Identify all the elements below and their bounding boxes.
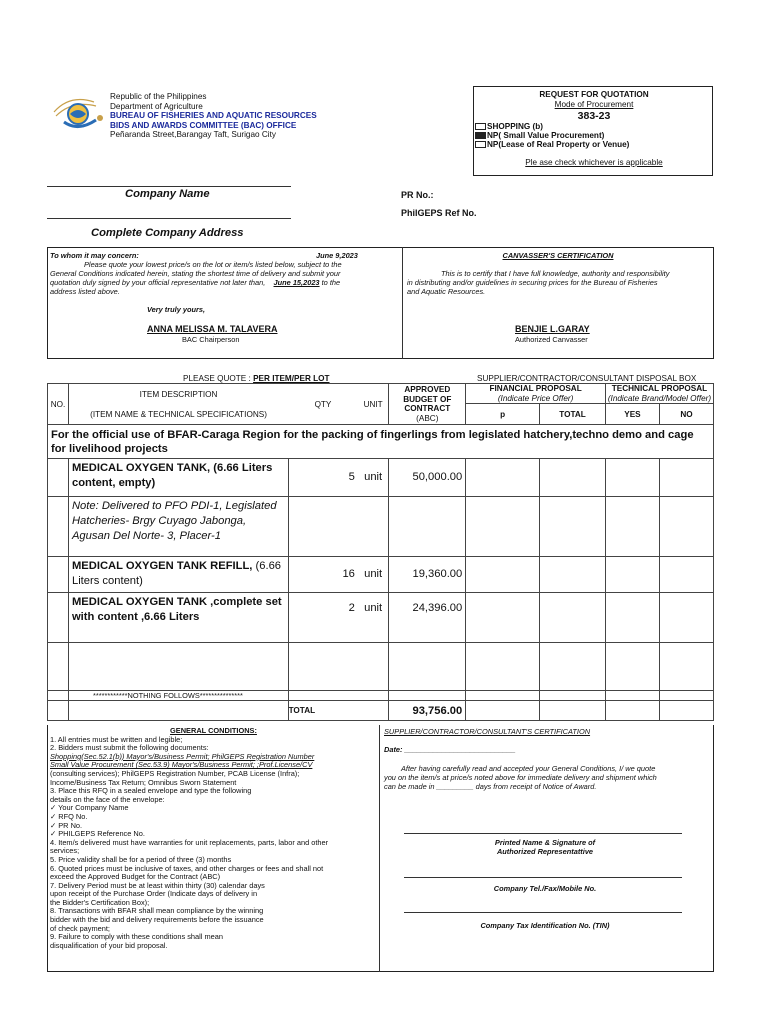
supplier-cert-body3: can be made in _________ days from receipt of Notice of Award. <box>384 782 597 791</box>
col-total: TOTAL <box>540 404 606 425</box>
signature-label-1: Printed Name & Signature of <box>494 838 596 847</box>
letter-body3: quotation duly signed by your official representative not later than, June 15,2023 to the <box>50 278 341 287</box>
item-1-description: MEDICAL OXYGEN TANK, (6.66 Liters content, empty) <box>68 459 288 497</box>
col-yes: YES <box>605 404 659 425</box>
item-2-abc: 19,360.00 <box>389 557 466 593</box>
agency-line2: Department of Agriculture <box>110 101 203 111</box>
col-unit: UNIT <box>358 384 389 425</box>
items-table <box>47 383 714 721</box>
rfq-number: 383-23 <box>577 110 611 122</box>
canvasser-body1: This is to certify that I have full knowledge, authority and responsibility <box>441 269 670 278</box>
rfq-title: REQUEST FOR QUOTATION <box>539 90 649 99</box>
item-2-qty: 16 <box>288 557 358 593</box>
item-1-qty: 5 <box>288 459 358 497</box>
table-row <box>48 643 714 691</box>
supplier-cert-date[interactable]: Date: ___________________________ <box>384 745 516 754</box>
letter-body1: Please quote your lowest price/s on the lot or item/s listed below, subject to the <box>84 260 342 269</box>
col-qty: QTY <box>288 384 358 425</box>
rfq-option-lease[interactable]: NP(Lease of Real Property or Venue) <box>475 140 629 149</box>
item-1-abc: 50,000.00 <box>389 459 466 497</box>
item-3-unit: unit <box>358 593 389 643</box>
general-conditions-title: GENERAL CONDITIONS: <box>170 726 257 735</box>
company-tin-label: Company Tax Identification No. (TIN) <box>480 921 610 930</box>
col-item-description: ITEM DESCRIPTION <box>139 389 218 399</box>
table-row <box>48 459 714 497</box>
letter-deadline: June 15,2023 <box>273 278 320 287</box>
item-2-unit: unit <box>358 557 389 593</box>
agency-address: Peñaranda Street,Barangay Taft, Surigao City <box>110 130 276 140</box>
bfar-logo <box>50 92 108 134</box>
company-name-label: Company Name <box>125 188 210 200</box>
table-row <box>48 691 714 701</box>
rfq-note: Ple ase check whichever is applicable <box>525 158 663 167</box>
agency-line1: Republic of the Philippines <box>110 92 207 101</box>
canvasser-body2: in distributing and/or guidelines in securing prices for the Bureau of Fisheries <box>407 278 658 287</box>
checked-checkbox-icon <box>475 132 486 139</box>
company-tel-label: Company Tel./Fax/Mobile No. <box>493 884 597 893</box>
canvasser-name: BENJIE L.GARAY <box>515 324 590 334</box>
bac-chair-title: BAC Chairperson <box>182 335 240 344</box>
col-price: p <box>466 404 540 425</box>
col-no-tech: NO <box>659 404 713 425</box>
signature-label-2: Authorized Representattive <box>496 847 594 856</box>
item-3-description: MEDICAL OXYGEN TANK ,complete set with content ,6.66 Liters <box>68 593 288 643</box>
checkbox-icon <box>475 141 486 148</box>
total-value: 93,756.00 <box>389 701 466 721</box>
supplier-cert-body1: After having carefully read and accepted your General Conditions, I/ we quote <box>401 764 656 773</box>
item-3-qty: 2 <box>288 593 358 643</box>
letter-body2: General Conditions indicated herein, stating the shortest time of delivery and submit your <box>50 269 341 278</box>
agency-bureau: BUREAU OF FISHERIES AND AQUATIC RESOURCES <box>110 111 317 121</box>
rfq-option-shopping[interactable]: SHOPPING (b) <box>475 122 543 131</box>
total-row <box>48 701 714 721</box>
bac-chair-name: ANNA MELISSA M. TALAVERA <box>147 324 278 334</box>
agency-bac: BIDS AND AWARDS COMMITTEE (BAC) OFFICE <box>110 120 297 130</box>
letter-salutation: To whom it may concern: <box>50 251 139 260</box>
nothing-follows: ************NOTHING FOLLOWS*************** <box>68 691 288 701</box>
purpose-row: For the official use of BFAR-Caraga Region for the packing of fingerlings from legislated hatchery,techno demo and cage for livelihood projects <box>48 425 714 459</box>
table-row <box>48 557 714 593</box>
total-label: TOTAL <box>288 701 389 721</box>
philgeps-ref-label: PhilGEPS Ref No. <box>401 208 477 218</box>
table-row <box>48 593 714 643</box>
col-financial: FINANCIAL PROPOSAL (Indicate Price Offer) <box>466 384 606 404</box>
letter-date: June 9,2023 <box>316 251 358 260</box>
delivery-note: Note: Delivered to PFO PDI-1, Legislated Hatcheries- Brgy Cuyago Jabonga, Agusan Del Norte- 3, Placer-1 <box>68 497 288 557</box>
pr-no-label: PR No.: <box>401 190 434 200</box>
canvasser-role: Authorized Canvasser <box>515 335 588 344</box>
rfq-box <box>473 86 713 176</box>
company-address-label: Complete Company Address <box>91 227 244 239</box>
letter-closing: Very truly yours, <box>147 305 206 314</box>
checkbox-icon <box>475 123 486 130</box>
item-1-unit: unit <box>358 459 389 497</box>
general-conditions: GENERAL CONDITIONS: 1. All entries must be written and legible; 2. Bidders must submit the following documents: Shopping(Sec.52.1(b)) Mayor's/Business Permit; PhilGEPS Registration Number Small Value Procurement (Sec.53.9) Mayor's/Business Permit; ;Prof.License/CV (consulting services); PhilGEPS Registration Number, PCAB License (Infra); Income/Business Tax Return; Omnibus Sworn Statement 3. Place this RFQ in a sealed envelope and type the following details on the face of the envelope: ✓ Your Company Name ✓ RFQ No. ✓ PR No. ✓ PHILGEPS Reference No. 4. Item/s delivered must have warranties for unit replacements, parts, labor and other services; 5. Price validity shall be for a period of three (3) months 6. Quoted prices must be inclusive of taxes, and other charges or fees and shall not exceed the Approved Budget for the Contract (ABC) 7. Delivery Period must be at least within thirty (30) calendar days upon receipt of the Purchase Order (Indicate days of delivery in the Bidder's Certification Box); 8. Transactions with BFAR shall mean compliance by the winning bidder with the bid and delivery requirements before the issuance of check payment; 9. Failure to comply with these conditions shall mean disqualification of your bid proposal. <box>50 727 377 950</box>
col-abc: APPROVED BUDGET OF CONTRACT (ABC) <box>389 384 466 425</box>
supplier-cert-body2: you on the item/s at price/s noted above for immediate delivery and shipment which <box>384 773 657 782</box>
rfq-mode-label: Mode of Procurement <box>554 100 634 109</box>
col-item-spec: (ITEM NAME & TECHNICAL SPECIFICATIONS) <box>90 409 267 419</box>
quote-basis: PLEASE QUOTE : PER ITEM/PER LOT <box>183 374 330 383</box>
item-3-abc: 24,396.00 <box>389 593 466 643</box>
col-technical: TECHNICAL PROPOSAL (Indicate Brand/Model Offer) <box>605 384 713 404</box>
canvasser-title: CANVASSER'S CERTIFICATION <box>502 251 614 260</box>
col-no: NO. <box>48 384 69 425</box>
rfq-option-small-value[interactable]: NP( Small Value Procurement) <box>475 131 604 140</box>
table-row <box>48 497 714 557</box>
item-2-description: MEDICAL OXYGEN TANK REFILL, (6.66 Liters content) <box>68 557 288 593</box>
supplier-cert-title: SUPPLIER/CONTRACTOR/CONSULTANT'S CERTIFICATION <box>384 727 591 736</box>
supplier-disposal-box-label: SUPPLIER/CONTRACTOR/CONSULTANT DISPOSAL BOX <box>477 374 697 383</box>
letter-body4: address listed above. <box>50 287 120 296</box>
canvasser-body3: and Aquatic Resources. <box>407 287 486 296</box>
